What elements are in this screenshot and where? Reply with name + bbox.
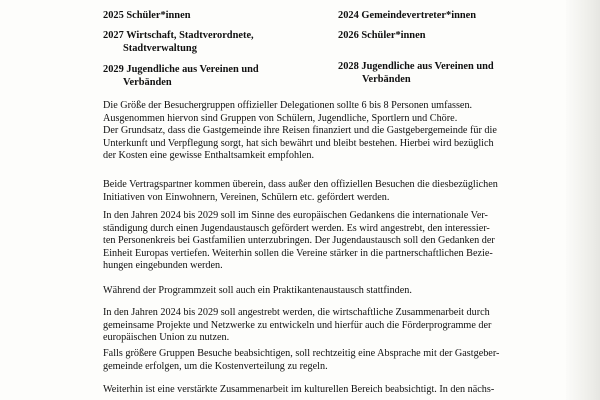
schedule-text-continuation: Stadtverwaltung [123,43,197,55]
page-edge-shadow [566,0,600,400]
paragraph-initiatives [103,179,535,204]
text-line: der Kosten eine gewisse Enthaltsamkeit empfohlen. [103,150,315,162]
schedule-text: 2029 Jugendliche aus Vereinen und [103,64,259,75]
paragraph-cultural-cooperation [103,384,535,397]
text-line: Während der Programmzeit soll auch ein Praktikantenaustausch stattfinden. [103,285,412,296]
schedule-left-item-2027 [103,29,254,55]
schedule-text: 2026 Schüler*innen [338,30,426,41]
schedule-right-item-2026 [338,29,425,42]
schedule-left-item-2025 [103,9,190,22]
text-line: Ausgenommen hiervon sind Gruppen von Schülern, Jugendliche, Sportlern und Chöre. [103,112,458,124]
text-line: europäischen Union zu nutzen. [103,332,230,344]
text-line: ten Personenkreis bei Gastfamilien unterzubringen. Der Jugendaustausch soll den Gedanken der [103,235,495,247]
text-line: Unterkunft und Verpflegung sorgt, hat sich bewährt und bleibt bestehen. Hierbei wird bezüglich [103,137,494,149]
text-line: Weiterhin ist eine verstärkte Zusammenarbeit im kulturellen Bereich beabsichtigt. In den nächs- [103,384,495,395]
schedule-text: 2027 Wirtschaft, Stadtverordnete, [103,30,254,41]
text-line: Falls größere Gruppen Besuche beabsichtigen, soll rechtzeitig eine Absprache mit der Gastgeber- [103,348,500,359]
text-line: Einheit Europas vertiefen. Weiterhin sollen die Vereine stärker in die partnerschaftlichen Bezie- [103,247,493,259]
text-line: Initiativen von Einwohnern, Vereinen, Schülern etc. gefördert werden. [103,191,390,203]
paragraph-economic-cooperation [103,307,535,345]
paragraph-youth-exchange [103,210,535,273]
text-line: Beide Vertragspartner kommen überein, dass außer den offiziellen Besuchen die diesbezüglichen [103,179,498,190]
text-line: gemeinde erfolgen, um die Kostenverteilung zu regeln. [103,360,328,372]
text-line: ständigung durch einen Jugendaustausch gefördert werden. Es wird angestrebt, den interessier- [103,222,490,234]
text-line: In den Jahren 2024 bis 2029 soll angestrebt werden, die wirtschaftliche Zusammenarbeit durch [103,307,490,318]
text-line: gemeinsame Projekte und Netzwerke zu entwickeln und hierfür auch die Förderprogramme der [103,319,492,331]
paragraph-delegation-size [103,100,535,163]
text-line: In den Jahren 2024 bis 2029 soll im Sinne des europäischen Gedankens die internationale Ver- [103,210,488,221]
text-line: Die Größe der Besuchergruppen offizieller Delegationen sollte 6 bis 8 Personen umfassen. [103,100,473,111]
schedule-text-continuation: Verbänden [362,74,411,86]
schedule-text: 2025 Schüler*innen [103,10,191,21]
schedule-text: 2028 Jugendliche aus Vereinen und [338,61,494,72]
text-line: Der Grundsatz, dass die Gastgemeinde ihre Reisen finanziert und die Gastgebergemeinde für die [103,125,497,137]
schedule-text: 2024 Gemeindevertreter*innen [338,10,477,21]
schedule-left-item-2029 [103,63,259,89]
paragraph-internship [103,285,535,298]
paragraph-large-groups [103,348,535,373]
text-line: hungen eingebunden werden. [103,260,223,272]
schedule-text-continuation: Verbänden [123,77,172,89]
schedule-right-item-2028 [338,60,494,86]
schedule-right-item-2024 [338,9,476,22]
